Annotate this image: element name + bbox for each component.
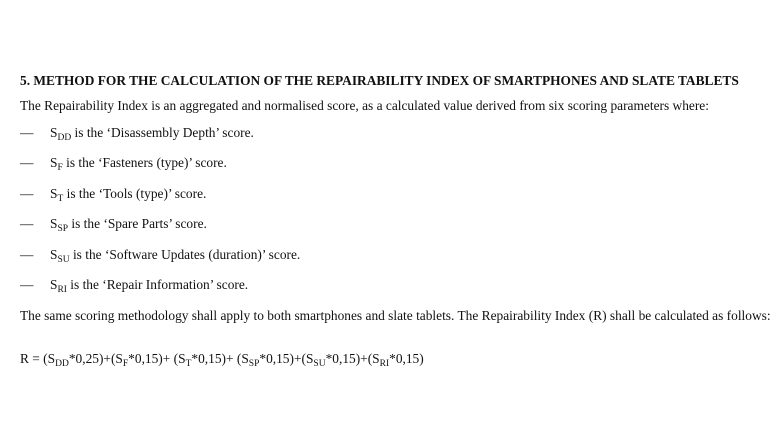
formula-subscript: DD	[55, 359, 69, 369]
list-dash: —	[20, 247, 34, 262]
formula-part: *0,15)+(S	[259, 351, 314, 366]
formula-part: R = (S	[20, 351, 56, 366]
parameter-description: is the ‘Tools (type)’ score.	[63, 186, 207, 201]
formula-subscript: SP	[248, 359, 260, 369]
repairability-formula	[20, 351, 424, 367]
closing-paragraph: The same scoring methodology shall apply to both smartphones and slate tablets. The Repairability Index (R) shall be calculated as follows:	[20, 308, 771, 323]
list-dash: —	[20, 277, 34, 292]
parameter-symbol: S	[50, 186, 58, 201]
parameter-description: is the ‘Disassembly Depth’ score.	[71, 125, 254, 140]
formula-part: *0,15)+ (S	[128, 351, 186, 366]
parameter-subscript: SP	[57, 224, 69, 234]
parameter-subscript: DD	[57, 133, 72, 143]
parameter-symbol: S	[50, 277, 58, 292]
list-dash: —	[20, 186, 34, 201]
formula-part: *0,25)+(S	[68, 351, 123, 366]
intro-paragraph: The Repairability Index is an aggregated and normalised score, as a calculated value derived from six scoring parameters where:	[20, 98, 709, 113]
parameter-subscript: SU	[57, 255, 70, 265]
formula-subscript: RI	[379, 359, 390, 369]
parameter-symbol: S	[50, 247, 58, 262]
list-dash: —	[20, 125, 34, 140]
formula-part: *0,15)+(S	[325, 351, 380, 366]
parameter-symbol: S	[50, 155, 58, 170]
formula-subscript: T	[185, 359, 192, 369]
list-dash: —	[20, 216, 34, 231]
parameter-subscript: F	[57, 163, 63, 173]
parameter-symbol: S	[50, 125, 58, 140]
section-heading: 5. METHOD FOR THE CALCULATION OF THE REPAIRABILITY INDEX OF SMARTPHONES AND SLATE TABLETS	[20, 73, 739, 88]
parameter-description: is the ‘Spare Parts’ score.	[68, 216, 207, 231]
parameter-symbol: S	[50, 216, 58, 231]
parameter-description: is the ‘Software Updates (duration)’ score.	[69, 247, 301, 262]
formula-part: *0,15)+ (S	[191, 351, 249, 366]
list-dash: —	[20, 155, 34, 170]
parameter-description: is the ‘Fasteners (type)’ score.	[62, 155, 227, 170]
formula-part: *0,15)	[389, 351, 424, 366]
parameter-subscript: RI	[57, 285, 67, 295]
parameter-description: is the ‘Repair Information’ score.	[66, 277, 249, 292]
formula-subscript: SU	[313, 359, 326, 369]
parameter-subscript: T	[57, 194, 64, 204]
formula-subscript: F	[122, 359, 129, 369]
